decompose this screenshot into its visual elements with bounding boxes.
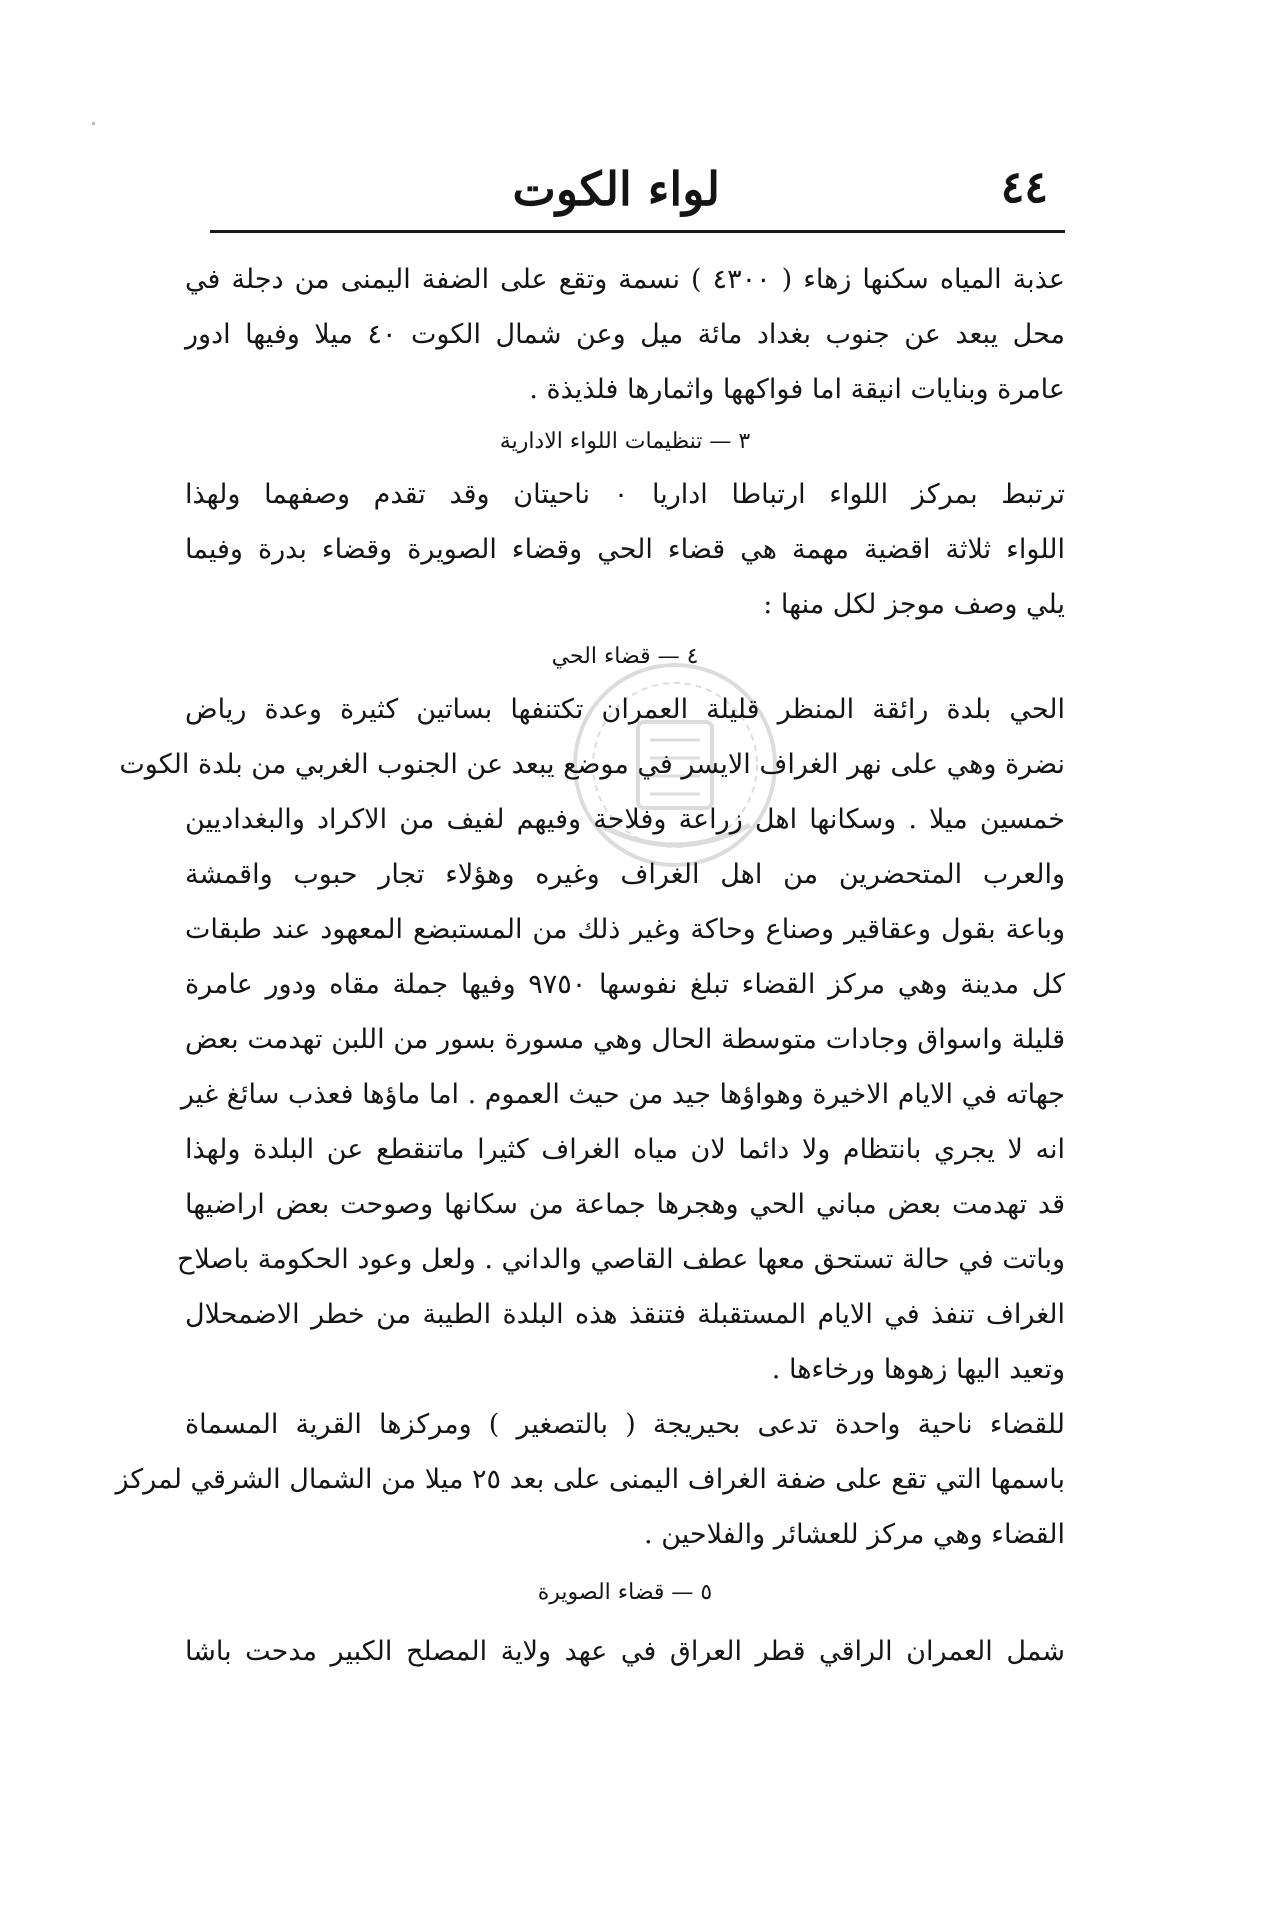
intro-paragraph <box>185 252 1065 417</box>
text-line: عذبة المياه سكنها زهاء ( ٤٣٠٠ ) نسمة وتقع على الضفة اليمنى من دجلة في <box>185 264 1065 295</box>
text-line: انه لا يجري بانتظام ولا دائما لان مياه الغراف كثيرا ماتنقطع عن البلدة ولهذا <box>185 1134 1065 1165</box>
text-line: شمل العمران الراقي قطر العراق في عهد ولاية المصلح الكبير مدحت باشا <box>185 1636 1065 1667</box>
text-line: اللواء ثلاثة اقضية مهمة هي قضاء الحي وقضاء الصويرة وقضاء بدرة وفيما <box>185 534 1065 565</box>
text-line: وباتت في حالة تستحق معها عطف القاصي والداني . ولعل وعود الحكومة باصلاح <box>177 1244 1065 1275</box>
page-number: ٤٤ <box>1000 162 1048 213</box>
text-line: جهاته في الايام الاخيرة وهواؤها جيد من حيث العموم . اما ماؤها فعذب سائغ غير <box>180 1079 1065 1110</box>
section-3-paragraph <box>185 467 1065 632</box>
text-line: نضرة وهي على نهر الغراف الايسر في موضع يبعد عن الجنوب الغربي من بلدة الكوت <box>119 749 1065 780</box>
text-line: الغراف تنفذ في الايام المستقبلة فتنقذ هذه البلدة الطيبة من خطر الاضمحلال <box>185 1299 1065 1330</box>
text-line: باسمها التي تقع على ضفة الغراف اليمنى على بعد ٢٥ ميلا من الشمال الشرقي لمركز <box>115 1464 1065 1495</box>
text-line: عامرة وبنايات انيقة اما فواكهها واثمارها فلذيذة . <box>529 374 1065 405</box>
text-line: خمسين ميلا . وسكانها اهل زراعة وفلاحة وفيهم لفيف من الاكراد والبغداديين <box>185 804 1065 835</box>
text-line: القضاء وهي مركز للعشائر والفلاحين . <box>644 1519 1065 1550</box>
section-4-paragraph <box>119 682 1065 1397</box>
section-3-heading: ٣ — تنظيمات اللواء الادارية <box>499 429 751 454</box>
text-line: يلي وصف موجز لكل منها : <box>763 589 1065 620</box>
text-line: والعرب المتحضرين من اهل الغراف وغيره وهؤلاء تجار حبوب واقمشة <box>185 859 1065 890</box>
text-line: للقضاء ناحية واحدة تدعى بحيريجة ( بالتصغير ) ومركزها القرية المسماة <box>185 1409 1065 1440</box>
header-rule <box>210 230 1065 233</box>
text-line: الحي بلدة رائقة المنظر قليلة العمران تكتنفها بساتين كثيرة وعدة رياض <box>185 694 1065 725</box>
running-title: لواء الكوت <box>512 162 720 216</box>
page-body <box>115 252 1065 1679</box>
section-5-paragraph <box>185 1624 1065 1679</box>
text-line: قليلة واسواق وجادات متوسطة الحال وهي مسورة بسور من اللبن تهدمت بعض <box>185 1024 1065 1055</box>
section-4-heading: ٤ — قضاء الحي <box>551 644 699 669</box>
text-line: محل يبعد عن جنوب بغداد مائة ميل وعن شمال الكوت ٤٠ ميلا وفيها ادور <box>185 319 1065 350</box>
section-5-heading: ٥ — قضاء الصويرة <box>537 1580 713 1605</box>
text-line: قد تهدمت بعض مباني الحي وهجرها جماعة من سكانها وصوحت بعض اراضيها <box>185 1189 1065 1220</box>
page-header <box>210 150 1060 230</box>
scan-speck <box>92 122 95 125</box>
text-line: ترتبط بمركز اللواء ارتباطا اداريا ٠ ناحيتان وقد تقدم وصفهما ولهذا <box>185 479 1065 510</box>
text-line: وباعة بقول وعقاقير وصناع وحاكة وغير ذلك من المستبضع المعهود عند طبقات <box>185 914 1065 945</box>
nahiya-paragraph <box>115 1397 1065 1562</box>
text-line: وتعيد اليها زهوها ورخاءها . <box>771 1354 1065 1385</box>
text-line: كل مدينة وهي مركز القضاء تبلغ نفوسها ٩٧٥٠ وفيها جملة مقاه ودور عامرة <box>185 969 1065 1000</box>
